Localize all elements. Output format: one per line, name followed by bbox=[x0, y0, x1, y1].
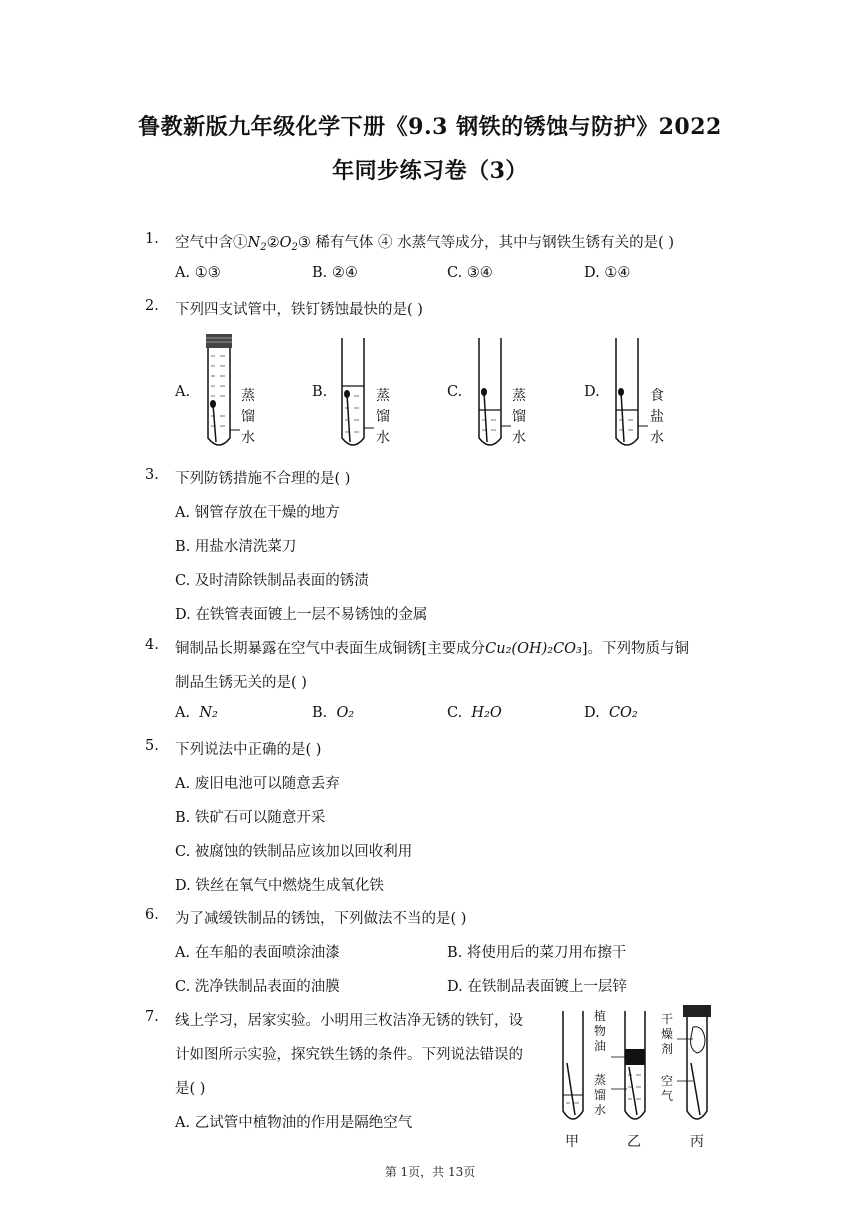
page-footer: 第 1页，共 13页 bbox=[384, 1165, 476, 1179]
test-tube-figure-b bbox=[336, 330, 406, 455]
question-stem-line3: 是( ) bbox=[175, 1081, 206, 1097]
option-d: D. CO₂ bbox=[584, 705, 638, 721]
option-c: C. 及时清除铁制品表面的锈渍 bbox=[175, 573, 369, 589]
label-distilled-water: 蒸 馏 水 bbox=[376, 388, 390, 446]
question-number: 7. bbox=[145, 1009, 159, 1025]
option-a: A. 钢管存放在干燥的地方 bbox=[175, 505, 340, 521]
page-title-line1: 鲁教新版九年级化学下册《9.3 钢铁的锈蚀与防护》2022 bbox=[138, 114, 722, 140]
option-d: D. ①④ bbox=[584, 265, 631, 281]
option-a: A. 废旧电池可以随意丢弃 bbox=[175, 776, 340, 792]
question-number: 5. bbox=[145, 738, 159, 754]
tube-label-jia: 甲 bbox=[565, 1134, 579, 1150]
label-vegetable-oil: 植 物 油 bbox=[594, 1009, 607, 1053]
option-d: D. 铁丝在氧气中燃烧生成氧化铁 bbox=[175, 878, 384, 894]
tube-label-yi: 乙 bbox=[627, 1134, 641, 1150]
test-tube-figure-c bbox=[473, 330, 543, 455]
question-stem: 下列防锈措施不合理的是( ) bbox=[175, 471, 351, 487]
label-distilled-water: 蒸 馏 水 bbox=[512, 388, 526, 446]
formula-copper-rust: Cu₂(OH)₂CO₃ bbox=[485, 641, 582, 657]
option-a: A. 在车船的表面喷涂油漆 bbox=[175, 945, 340, 961]
page-title-line2: 年同步练习卷（3） bbox=[332, 158, 528, 184]
option-b: B. O₂ bbox=[312, 705, 355, 721]
question-number: 3. bbox=[145, 467, 159, 483]
question-stem-line2: 制品生锈无关的是( ) bbox=[175, 675, 307, 691]
option-b: B. 铁矿石可以随意开采 bbox=[175, 810, 326, 826]
option-c: C. 被腐蚀的铁制品应该加以回收利用 bbox=[175, 844, 413, 860]
option-a: A. bbox=[175, 384, 191, 400]
test-tube-figure-d bbox=[610, 330, 680, 455]
option-d: D. bbox=[584, 384, 600, 400]
option-a: A. ①③ bbox=[175, 265, 221, 281]
question-stem-line2: 计如图所示实验，探究铁生锈的条件。下列说法错误的 bbox=[175, 1047, 523, 1063]
formula-n2: $N_2$ bbox=[247, 235, 267, 253]
label-salt-water: 食 盐 水 bbox=[650, 388, 664, 446]
option-a: A. 乙试管中植物油的作用是隔绝空气 bbox=[175, 1115, 413, 1131]
question-stem: 为了减缓铁制品的锈蚀，下列做法不当的是( ) bbox=[175, 911, 467, 927]
label-distilled-water: 蒸 馏 水 bbox=[594, 1073, 607, 1117]
question-stem: 铜制品长期暴露在空气中表面生成铜锈[主要成分Cu₂(OH)₂CO₃]。下列物质与铜 bbox=[175, 641, 690, 657]
formula-o2: $O_2$ bbox=[279, 235, 298, 253]
question-stem: 下列说法中正确的是( ) bbox=[175, 742, 322, 758]
option-d: D. 在铁制品表面镀上一层锌 bbox=[447, 979, 627, 995]
question-number: 2. bbox=[145, 298, 159, 314]
test-tube-figure-a bbox=[198, 330, 268, 455]
label-air: 空 气 bbox=[661, 1074, 674, 1103]
option-d: D. 在铁管表面镀上一层不易锈蚀的金属 bbox=[175, 607, 428, 623]
option-c: C. bbox=[447, 384, 463, 400]
question-stem: 下列四支试管中，铁钉锈蚀最快的是( ) bbox=[175, 302, 423, 318]
label-desiccant: 干 燥 剂 bbox=[661, 1012, 674, 1056]
option-c: C. ③④ bbox=[447, 265, 493, 281]
tube-label-bing: 丙 bbox=[690, 1134, 704, 1150]
question-stem: 线上学习，居家实验。小明用三枚洁净无锈的铁钉，设 bbox=[175, 1013, 523, 1029]
option-c: C. 洗净铁制品表面的油膜 bbox=[175, 979, 340, 995]
question-number: 4. bbox=[145, 637, 159, 653]
label-distilled-water: 蒸 馏 水 bbox=[241, 388, 255, 446]
option-b: B. bbox=[312, 384, 328, 400]
question-stem: 空气中含$①N_2②O_2③$ 稀有气体 ④ 水蒸气等成分，其中与钢铁生锈有关的是( ) bbox=[175, 235, 675, 253]
option-b: B. ②④ bbox=[312, 265, 358, 281]
question-number: 6. bbox=[145, 907, 159, 923]
question-number: 1. bbox=[145, 231, 159, 247]
option-a: A. N₂ bbox=[175, 705, 218, 721]
option-b: B. 用盐水清洗菜刀 bbox=[175, 539, 297, 555]
option-c: C. H₂O bbox=[447, 705, 502, 721]
option-b: B. 将使用后的菜刀用布擦干 bbox=[447, 945, 627, 961]
